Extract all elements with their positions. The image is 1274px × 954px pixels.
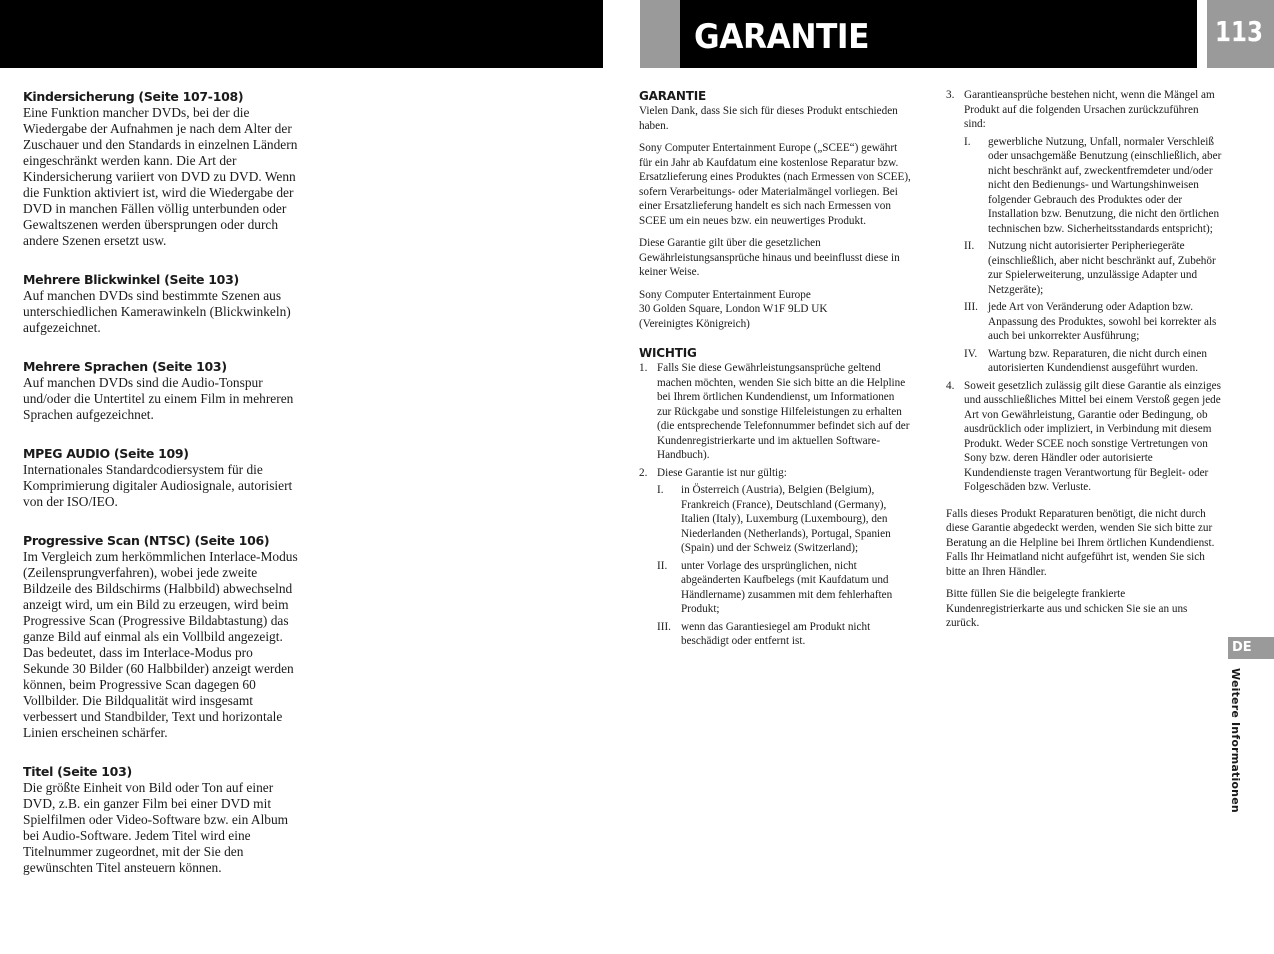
header-gray-tab (640, 0, 680, 68)
list-marker: 4. (946, 379, 955, 392)
list-item (946, 88, 1222, 376)
sub-list-text: unter Vorlage des ursprünglichen, nicht abgeänderten Kaufbelegs (mit Kaufdatum und Händlername) zusammen mit dem fehlerhaften Produkt; (681, 559, 893, 615)
glossary-term: Mehrere Blickwinkel (Seite 103) (23, 272, 239, 287)
sub-list-text: in Österreich (Austria), Belgien (Belgium), Frankreich (France), Deutschland (Germany), Italien (Italy), Luxemburg (Luxembourg), den Niederlanden (Netherlands), Portugal, Spanien (Spain) und der Schweiz (Switzerland); (681, 484, 891, 554)
glossary-term: Kindersicherung (Seite 107-108) (23, 89, 244, 104)
list-item-text: Falls Sie diese Gewährleistungsansprüche geltend machen möchten, wenden Sie sich bitte an die Helpline bei Ihrem örtlichen Kundendienst, um Informationen zur Rückgabe und sonstige Hilfeleistungen zu erhalten (die entsprechende Telefonnummer befindet sich auf der Kundenregistrierkarte und im aktuellen Software-Handbuch). (657, 362, 910, 461)
garantie-column (639, 88, 911, 652)
glossary-term: Progressive Scan (NTSC) (Seite 106) (23, 533, 270, 548)
header-bar-left (0, 0, 603, 68)
sub-list (964, 135, 1222, 376)
sub-list-marker: IV. (964, 347, 978, 360)
sub-list-marker: I. (657, 484, 664, 496)
glossary-definition: Auf manchen DVDs sind die Audio-Tonspur und/oder die Untertitel zu einem Film in mehreren Sprachen aufgezeichnet. (23, 375, 294, 422)
list-marker: 2. (639, 466, 648, 479)
garantie-heading: GARANTIE (639, 89, 706, 103)
scee-address: Sony Computer Entertainment Europe 30 Golden Square, London W1F 9LD UK (Vereinigtes Königreich) (639, 288, 828, 330)
garantie-intro: Vielen Dank, dass Sie sich für dieses Produkt entschieden haben. (639, 105, 898, 132)
language-tab-label: DE (1232, 640, 1252, 655)
list-item (639, 466, 911, 649)
glossary-term: MPEG AUDIO (Seite 109) (23, 446, 189, 461)
sub-list-marker: III. (964, 301, 978, 313)
sub-list-item (657, 559, 911, 617)
sub-list-text: gewerbliche Nutzung, Unfall, normaler Verschleiß oder unsachgemäße Benutzung (einschließlich, aber nicht beschränkt auf, zweckentfremdeter und/oder nicht den Bedienungs- und Wartungshinweisen folgender Gebrauch des Produktes oder der Installation bzw. Benutzung, die nicht den örtlichen technischen bzw. Sicherheitsstandards entspricht); (988, 135, 1222, 235)
glossary-definition: Im Vergleich zum herkömmlichen Interlace-Modus (Zeilensprungverfahren), wobei jede zweite Bildzeile des Bildschirms (Halbbild) abwechselnd anzeigt wird, um ein Bild zu erzeugen, wird beim Progressive Scan (Progressive Bildabtastung) das ganze Bild auf einmal als ein Vollbild angezeigt. Das bedeutet, dass im Interlace-Modus pro Sekunde 30 Bilder (60 Halbbilder) anzeigt werden können, beim Progressive Scan dagegen 60 Vollbilder. Die Bildqualität wird insgesamt verbessert und Standbilder, Text und horizontale Linien erscheinen schärfer. (23, 549, 298, 740)
glossary-entry (23, 88, 298, 249)
registration-note: Bitte füllen Sie die beigelegte frankierte Kundenregistrierkarte aus und schicken Sie sie an uns zurück. (946, 588, 1188, 629)
list-item-text: Garantieansprüche bestehen nicht, wenn die Mängel am Produkt auf die folgenden Ursachen zurückzuführen sind: (964, 89, 1215, 130)
repair-note: Falls dieses Produkt Reparaturen benötigt, die nicht durch diese Garantie abgedeckt werden, wenden Sie sich bitte zur Beratung an die Helpline bei Ihrem örtlichen Kundendienst. Falls Ihr Heimatland nicht aufgeführt ist, wenden Sie sich bitte an Ihren Händler. (946, 507, 1215, 578)
language-tab (1228, 637, 1274, 659)
sub-list-item (964, 300, 1222, 344)
title-bar (680, 0, 1197, 68)
garantie-terms: Sony Computer Entertainment Europe („SCEE“) gewährt für ein Jahr ab Kaufdatum eine kostenlose Reparatur bzw. Ersatzlieferung eines Produktes (nach Ermessen von SCEE), sofern Verarbeitungs- oder Materialmängel vorliegen. Bei einer Ersatzlieferung handelt es sich nach Ermessen von SCEE um ein neues bzw. ein neuwertiges Produkt. (639, 142, 911, 227)
page-number: 113 (1215, 15, 1263, 48)
sub-list-marker: II. (964, 240, 975, 252)
garantie-legal-note: Diese Garantie gilt über die gesetzlichen Gewährleistungsansprüche hinaus und beeinflusst diese in keiner Weise. (639, 237, 900, 278)
glossary-entry (23, 763, 298, 876)
sub-list-item (964, 239, 1222, 297)
list-item-text: Soweit gesetzlich zulässig gilt diese Garantie als einziges und ausschließliches Mittel bei einem Verstoß gegen jede Art von Gewährleistung, Garantie oder Bedingung, ob ausdrücklich oder impliziert, in Verbindung mit diesem Produkt. Weder SCEE noch sonstige Vertretungen von Sony bzw. deren Händler oder autorisierte Kundendienste tragen Verantwortung für Begleit- oder Folgeschäden bzw. Verluste. (964, 379, 1221, 493)
glossary-term: Titel (Seite 103) (23, 764, 132, 779)
glossary-entry (23, 532, 298, 741)
sub-list-marker: II. (657, 559, 668, 572)
sub-list-text: Nutzung nicht autorisierter Peripheriegeräte (einschließlich, aber nicht beschränkt auf, Zubehör zur Spielerweiterung, unzulässige Adapter und Netzgeräte); (988, 240, 1216, 296)
list-item (946, 379, 1222, 495)
glossary-definition: Die größte Einheit von Bild oder Ton auf einer DVD, z.B. ein ganzer Film bei einer DVD mit Spielfilmen oder Video-Software bzw. ein Album bei Audio-Software. Jedem Titel wird eine Titelnummer zugeordnet, mit der Sie den gewünschten Titel ansteuern können. (23, 780, 289, 875)
page-title: GARANTIE (694, 17, 870, 57)
glossary-term: Mehrere Sprachen (Seite 103) (23, 359, 227, 374)
sub-list-marker: I. (964, 135, 971, 148)
wichtig-heading: WICHTIG (639, 346, 697, 360)
sub-list-text: jede Art von Veränderung oder Adaption bzw. Anpassung des Produktes, sowohl bei korrekter als auch bei unkorrekter Ausführung; (988, 301, 1217, 342)
section-side-label: Weitere Informationen (1229, 668, 1242, 813)
list-marker: 1. (639, 362, 648, 374)
glossary-definition: Auf manchen DVDs sind bestimmte Szenen aus unterschiedlichen Kamerawinkeln (Blickwinkeln) aufgezeichnet. (23, 288, 291, 335)
sub-list (657, 483, 911, 649)
list-item (639, 361, 911, 463)
conditions-column (946, 88, 1222, 639)
sub-list-text: wenn das Garantiesiegel am Produkt nicht beschädigt oder entfernt ist. (681, 620, 871, 647)
sub-list-marker: III. (657, 620, 671, 633)
glossary-definition: Eine Funktion mancher DVDs, bei der die Wiedergabe der Aufnahmen je nach dem Alter der Zuschauer und den Standards in einzelnen Ländern eingeschränkt werden kann. Die Art der Kindersicherung variiert von DVD zu DVD. Wenn die Funktion aktiviert ist, wird die Wiedergabe der DVD in manchen Fällen völlig unterbunden oder Gewaltszenen werden übersprungen oder durch andere Szenen ersetzt usw. (23, 105, 298, 248)
list-marker: 3. (946, 89, 955, 101)
glossary-column (23, 88, 298, 898)
glossary-definition: Internationales Standardcodiersystem für die Komprimierung digitaler Audiosignale, autorisiert von der ISO/IEO. (23, 462, 293, 509)
glossary-entry (23, 445, 298, 510)
page-number-box (1207, 0, 1274, 68)
sub-list-item (657, 620, 911, 649)
sub-list-text: Wartung bzw. Reparaturen, die nicht durch einen autorisierten Kundendienst ausgeführt wurden. (988, 347, 1207, 374)
sub-list-item (657, 483, 911, 556)
sub-list-item (964, 135, 1222, 237)
glossary-entry (23, 358, 298, 423)
sub-list-item (964, 347, 1222, 376)
list-item-text: Diese Garantie ist nur gültig: (657, 466, 787, 479)
glossary-entry (23, 271, 298, 336)
